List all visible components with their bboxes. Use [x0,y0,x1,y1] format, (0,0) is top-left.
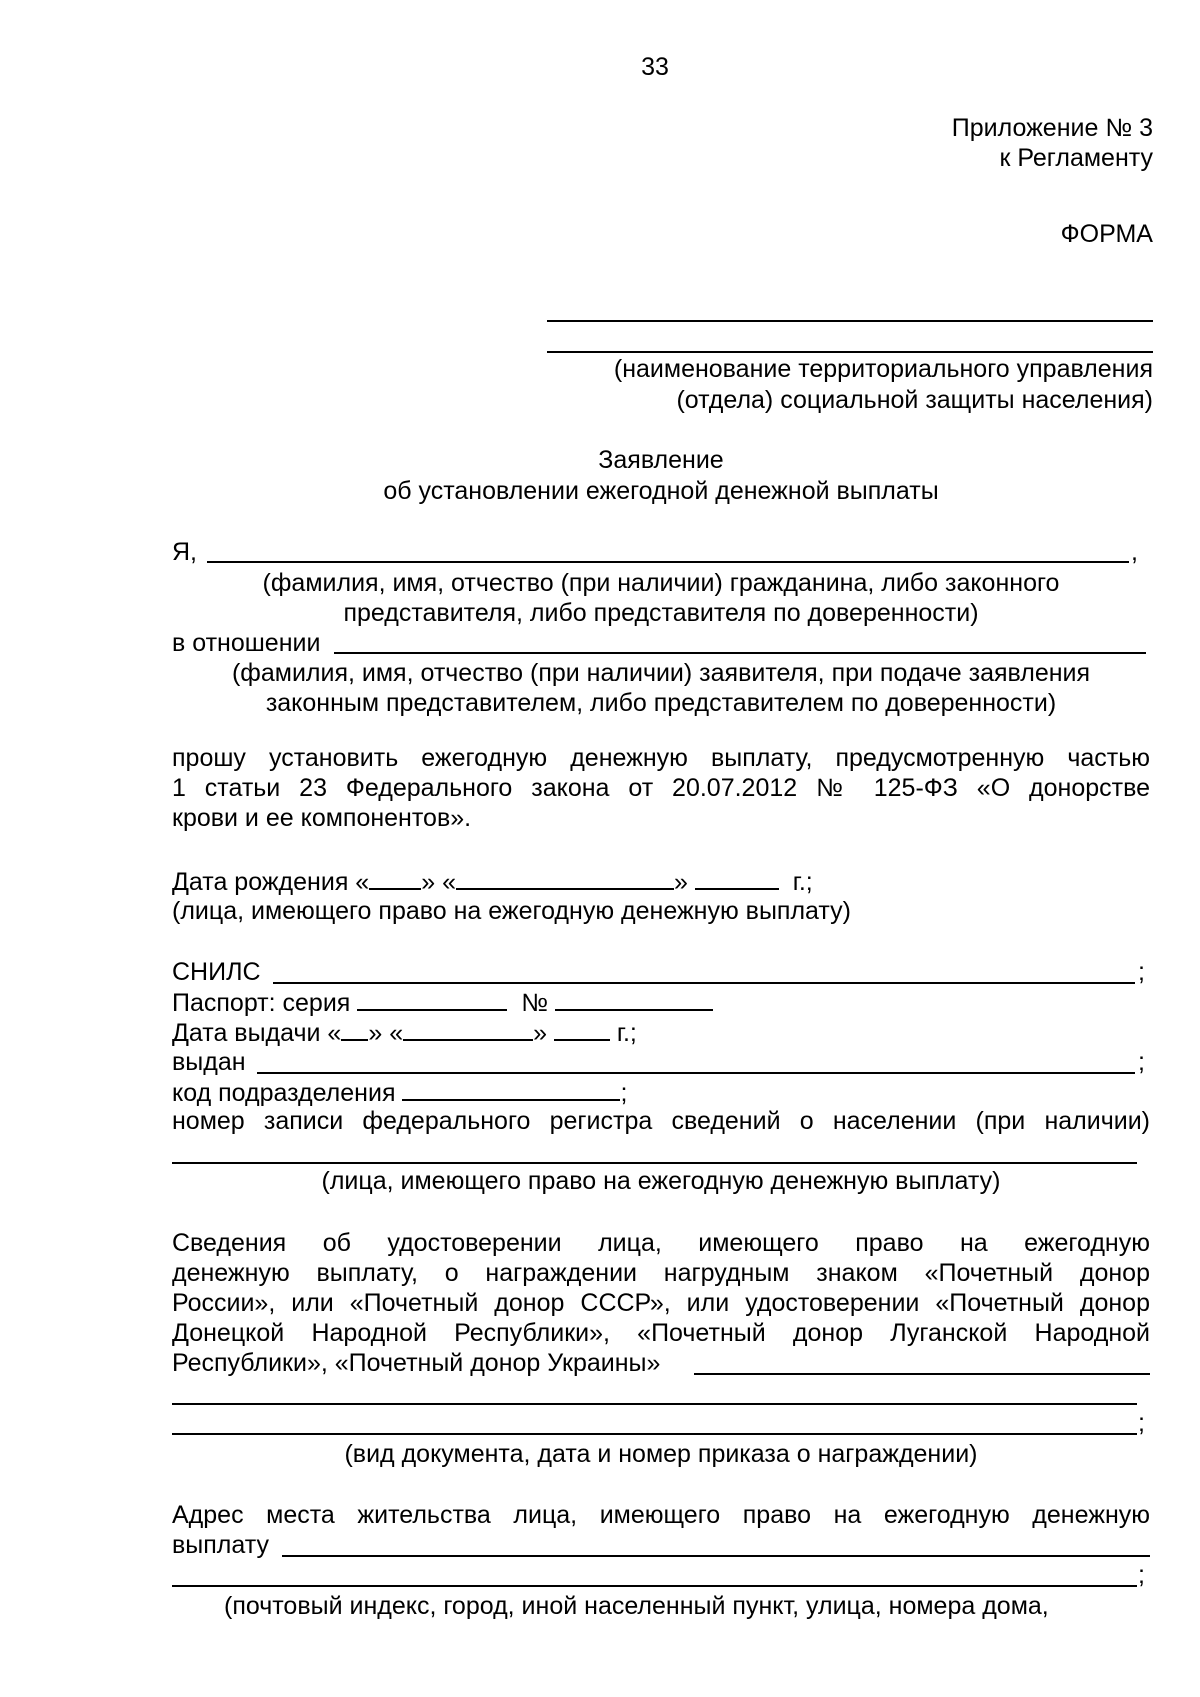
address-field-2[interactable] [172,1585,1137,1587]
applicant-caption-1: (фамилия, имя, отчество (при наличии) гражданина, либо законного [262,569,1060,597]
certificate-field-3[interactable] [172,1433,1137,1435]
certificate-line-4: Донецкой Народной Республики», «Почетный донор Луганской Народной [172,1319,1150,1347]
register-paragraph [172,1106,1150,1136]
address-line-1: Адрес места жительства лица, имеющего право на ежегодную денежную [172,1501,1150,1529]
address-paragraph [172,1500,1150,1530]
applicant-caption-2: представителя, либо представителя по доверенности) [343,599,979,627]
division-code-end: ; [620,1079,628,1107]
issue-day-field[interactable] [341,1017,368,1041]
regulation-label: к Регламенту [999,144,1153,172]
passport-row [172,987,713,1018]
address-line-2: выплату [172,1531,269,1559]
birth-quote-1: » « [421,868,456,896]
address-field-1[interactable] [282,1555,1150,1557]
passport-number-field[interactable] [555,987,713,1011]
issued-by-end: ; [1138,1048,1145,1076]
issue-quote-1: » « [368,1019,404,1047]
snils-end: ; [1138,958,1145,986]
birth-date-label: Дата рождения « [172,868,370,896]
request-line-3: крови и ее компонентов». [172,804,472,832]
applicant-suffix: , [1131,538,1138,566]
regarding-name-field[interactable] [334,652,1146,654]
register-caption: (лица, имеющего право на ежегодную денежную выплату) [321,1167,1001,1195]
passport-series-field[interactable] [357,987,507,1011]
certificate-paragraph [172,1228,1150,1348]
division-code-row [172,1077,627,1108]
document-subtitle: об установлении ежегодной денежной выплаты [383,477,939,505]
division-code-label: код подразделения [172,1079,396,1107]
birth-day-field[interactable] [369,866,421,890]
issue-date-label: Дата выдачи « [172,1019,342,1047]
certificate-field-2[interactable] [172,1403,1137,1405]
birth-date-row [172,866,813,897]
birth-caption: (лица, имеющего право на ежегодную денежную выплату) [172,897,851,925]
certificate-line-2: денежную выплату, о награждении нагрудным знаком «Почетный донор [172,1259,1150,1287]
snils-field[interactable] [273,982,1135,984]
addressee-caption-2: (отдела) социальной защиты населения) [676,386,1153,414]
applicant-prefix: Я, [172,538,197,566]
snils-label: СНИЛС [172,958,261,986]
request-line-2: 1 статьи 23 Федерального закона от 20.07.2012 № 125-ФЗ «О донорстве [172,774,1150,802]
issue-date-row [172,1017,637,1048]
regarding-caption-2: законным представителем, либо представителем по доверенности) [265,689,1057,717]
form-label: ФОРМА [1060,220,1153,248]
division-code-field[interactable] [402,1077,620,1101]
certificate-end: ; [1138,1409,1145,1437]
birth-year-field[interactable] [695,866,779,890]
request-paragraph [172,743,1150,833]
regarding-label: в отношении [172,629,321,657]
birth-month-field[interactable] [456,866,674,890]
address-caption: (почтовый индекс, город, иной населенный пункт, улица, номера дома, [224,1592,1049,1620]
certificate-line-5: Республики», «Почетный донор Украины» [172,1349,661,1377]
register-field[interactable] [172,1162,1137,1164]
request-line-1: прошу установить ежегодную денежную выплату, предусмотренную частью [172,744,1150,772]
applicant-name-field[interactable] [207,561,1129,563]
issued-by-field[interactable] [257,1072,1135,1074]
issue-year-suffix: г.; [616,1019,637,1047]
certificate-caption: (вид документа, дата и номер приказа о награждении) [344,1440,978,1468]
addressee-line-2[interactable] [547,351,1153,353]
appendix-label: Приложение № 3 [951,114,1153,142]
passport-number-label: № [521,989,549,1017]
issued-by-label: выдан [172,1048,246,1076]
birth-year-suffix: г.; [792,868,813,896]
certificate-field-1[interactable] [694,1373,1150,1375]
birth-quote-2: » [673,868,688,896]
register-line: номер записи федерального регистра сведений о населении (при наличии) [172,1107,1150,1135]
certificate-line-3: России», или «Почетный донор СССР», или удостоверении «Почетный донор [172,1289,1150,1317]
address-end: ; [1138,1561,1145,1589]
issue-quote-2: » [533,1019,548,1047]
regarding-caption-1: (фамилия, имя, отчество (при наличии) заявителя, при подаче заявления [231,659,1091,687]
addressee-caption-1: (наименование территориального управления [613,355,1153,383]
certificate-line-1: Сведения об удостоверении лица, имеющего право на ежегодную [172,1229,1150,1257]
document-title: Заявление [598,446,724,474]
issue-year-field[interactable] [554,1017,610,1041]
addressee-line-1[interactable] [547,320,1153,322]
issue-month-field[interactable] [403,1017,533,1041]
page-number: 33 [641,53,669,81]
passport-series-label: Паспорт: серия [172,989,351,1017]
